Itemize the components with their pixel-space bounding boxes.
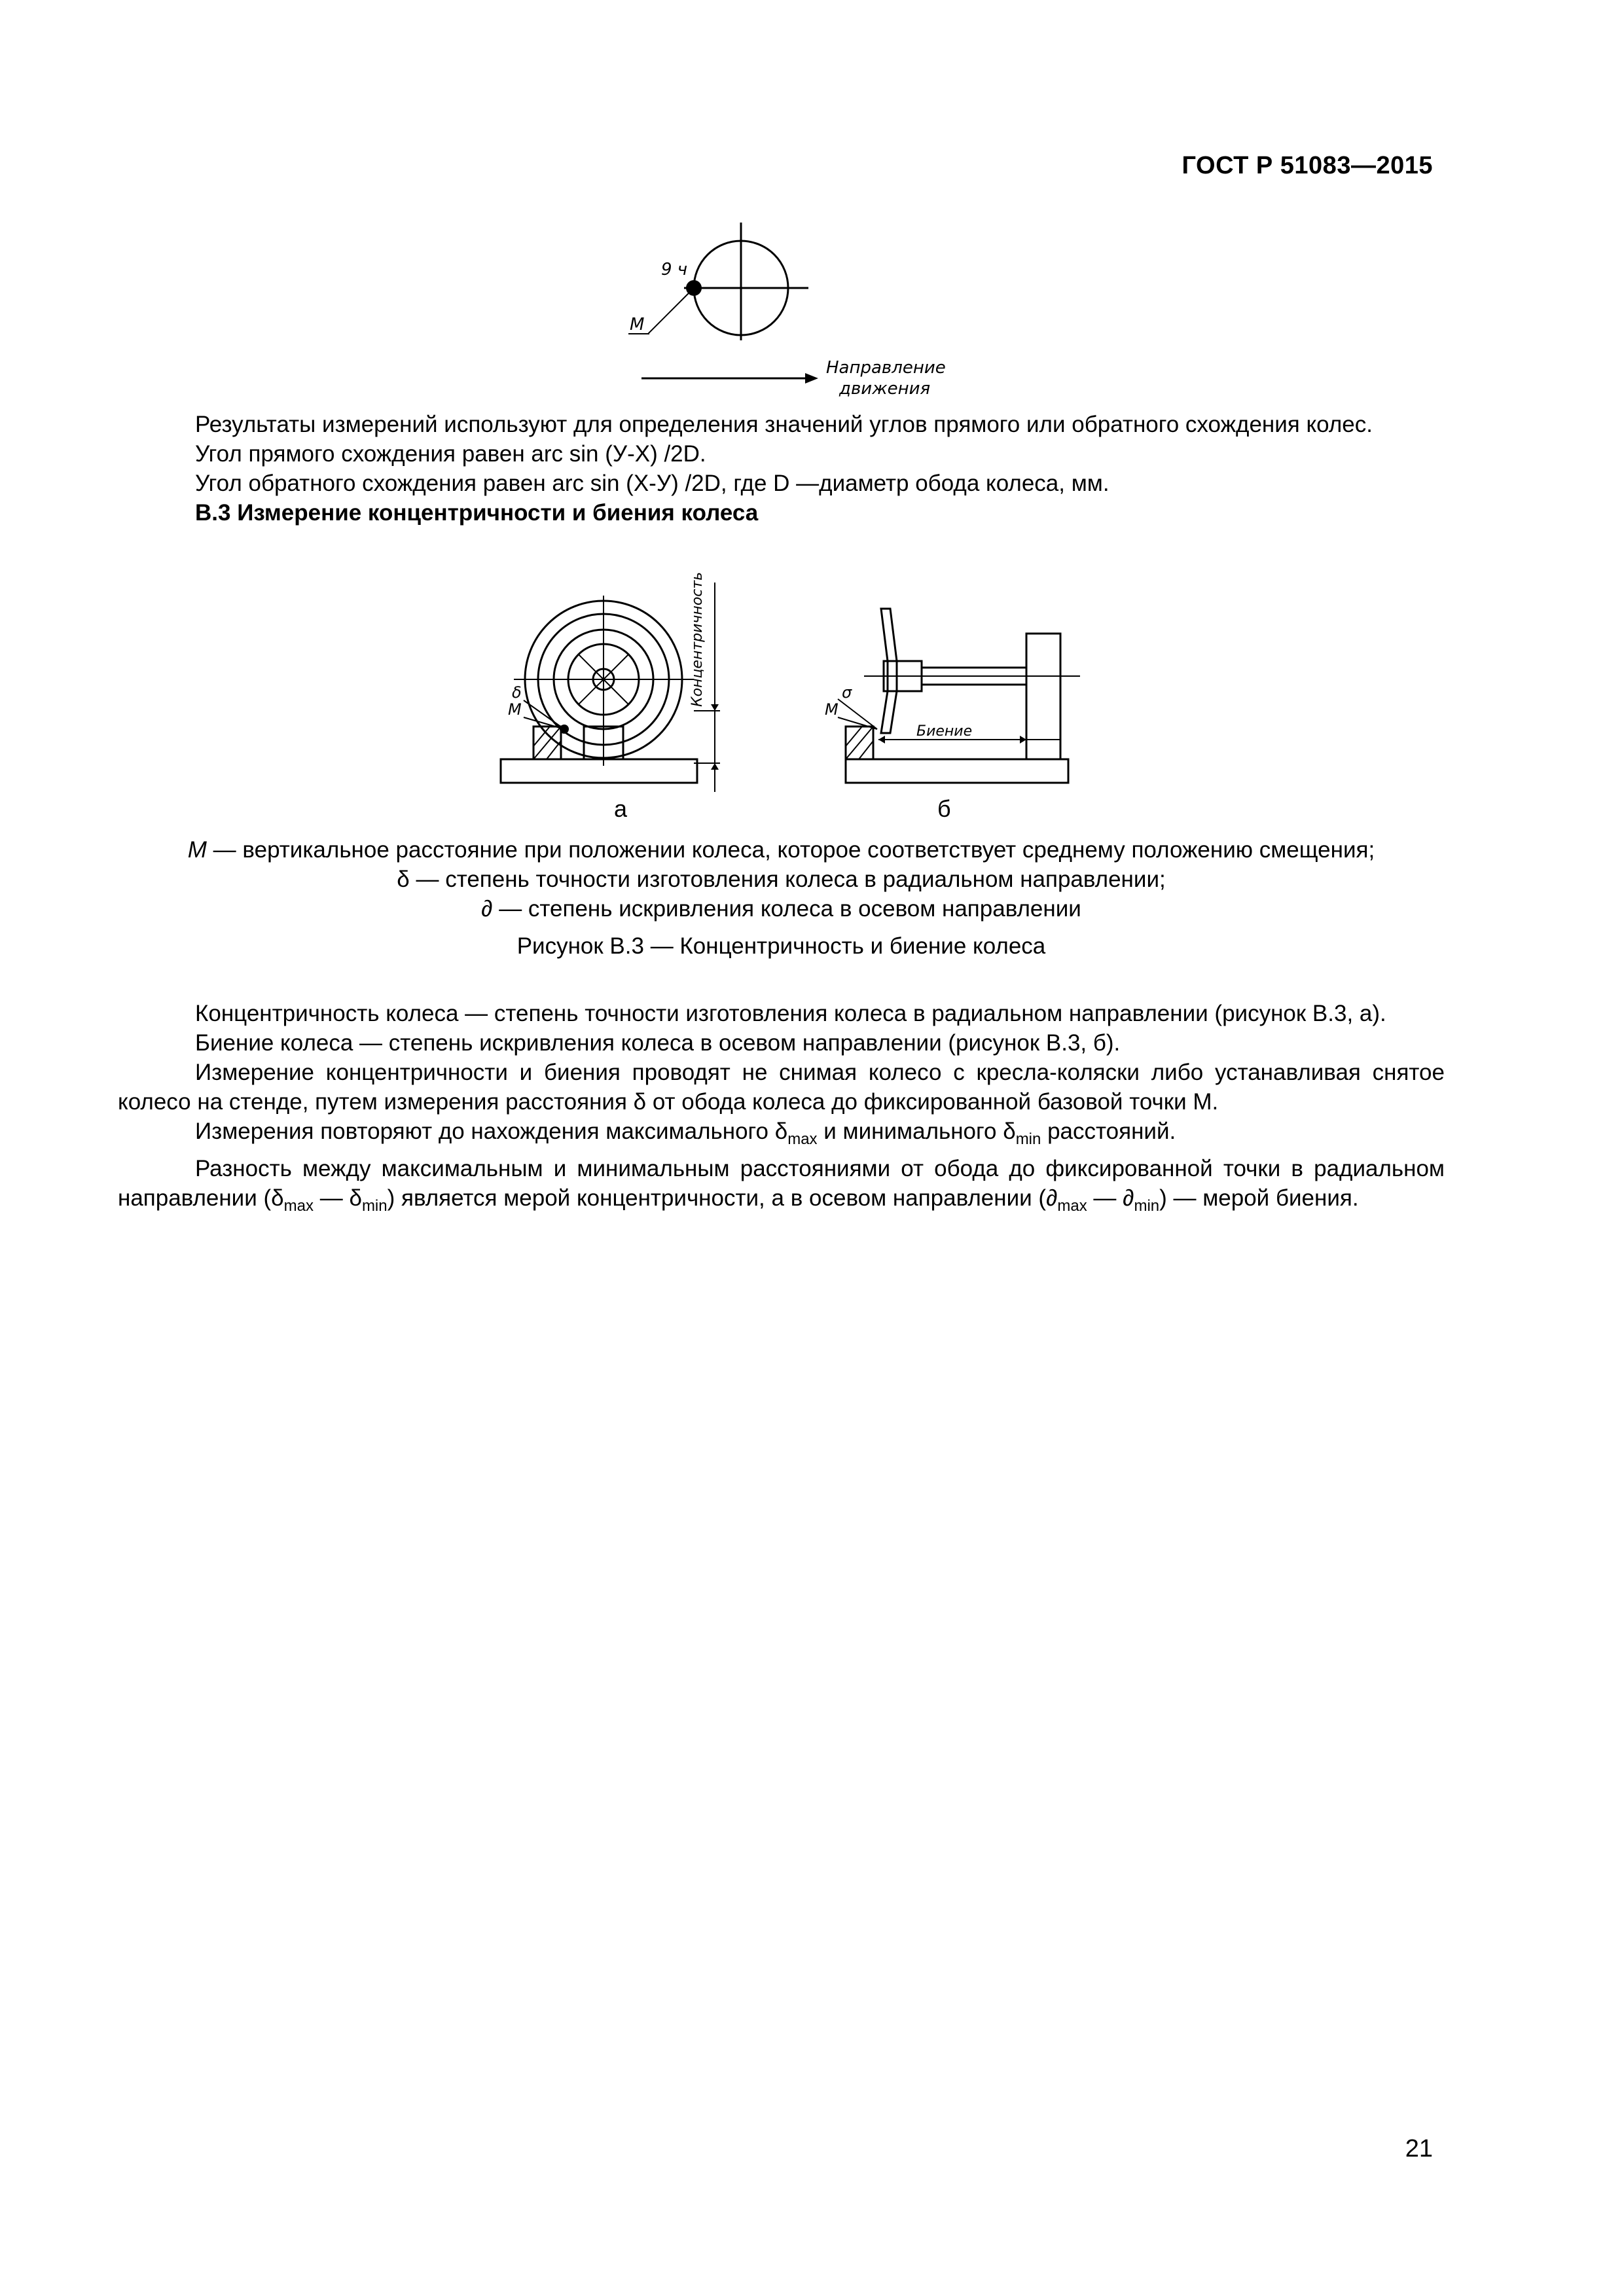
sigma-leader (838, 699, 877, 729)
label-m-b: М (825, 700, 839, 719)
wheel-position-figure (589, 209, 982, 406)
direction-arrow-head (805, 373, 818, 384)
figure-caption: Рисунок В.3 — Концентричность и биение колеса (516, 933, 1046, 959)
diff-text-c: ) является мерой концентричности, а в осевом направлении (∂ (387, 1185, 1058, 1211)
label-m-a: М (508, 700, 522, 719)
legend-m (118, 835, 1445, 865)
diff-sub-2: min (361, 1197, 388, 1215)
label-sigma-b: σ (842, 683, 852, 702)
m-leader (648, 288, 694, 334)
dim-arrow-a-2 (711, 763, 719, 770)
diff-text-d: — ∂ (1087, 1185, 1134, 1211)
hatch-b-1 (846, 726, 873, 759)
legend-partial: ∂ — степень искривления колеса в осевом направлении (481, 896, 1081, 922)
legend-m-text: — вертикальное расстояние при положении колеса, которое соответствует среднему положению смещения; (206, 837, 1375, 863)
diff-text-e: ) — мерой биения. (1159, 1185, 1359, 1211)
diff-sub-4: min (1134, 1197, 1160, 1215)
paragraph-runout: Биение колеса — степень искривления колеса в осевом направлении (рисунок В.3, б). (195, 1030, 1121, 1056)
dim-arrow-a-1 (711, 704, 719, 711)
label-9ch: 9 ч (661, 260, 688, 279)
repeat-sub-min: min (1015, 1130, 1041, 1148)
paragraph-block-1 (118, 410, 1445, 528)
paragraph-measurement: Измерение концентричности и биения проводят не снимая колесо с кресла-коляски либо устанавливая снятое колесо на стенде, путем измерения расстояния δ от обода колеса до фиксированной базовой точки М. (118, 1060, 1445, 1115)
figure-b3-part-b (825, 609, 1080, 783)
diff-sub-3: max (1057, 1197, 1087, 1215)
paragraph-results: Результаты измерений используют для определения значений углов прямого или обратного схождения колес. (195, 412, 1373, 437)
paragraph-repeat (118, 1117, 1445, 1154)
diff-text-a: Разность между максимальным и минимальным расстояниями от обода до фиксированной точки в радиальном направлении (δ (118, 1156, 1445, 1211)
figure-label-a: а (614, 795, 628, 822)
page-number: 21 (1405, 2135, 1433, 2162)
paragraph-difference (118, 1154, 1445, 1221)
diff-sub-1: max (283, 1197, 314, 1215)
repeat-text-c: расстояний. (1041, 1119, 1176, 1144)
paragraph-reverse-angle: Угол обратного схождения равен arc sin (Х-У) /2D, где D —диаметр обода колеса, мм. (195, 471, 1110, 496)
repeat-sub-max: max (787, 1130, 818, 1148)
section-heading: В.3 Измерение концентричности и биения колеса (195, 500, 759, 526)
runout-label: Биение (916, 723, 973, 740)
figure-b3 (471, 569, 1126, 831)
repeat-text-b: и минимального δ (817, 1119, 1016, 1144)
base-plate-b (846, 759, 1068, 783)
repeat-text-a: Измерения повторяют до нахождения максимального δ (195, 1119, 788, 1144)
legend-delta: δ — степень точности изготовления колеса в радиальном направлении; (397, 867, 1166, 892)
paragraph-direct-angle: Угол прямого схождения равен arc sin (У-Х) /2D. (195, 441, 706, 467)
legend-m-symbol: М (187, 837, 207, 863)
base-plate-a (501, 759, 697, 783)
diff-text-b: — δ (314, 1185, 362, 1211)
document-header: ГОСТ Р 51083—2015 (1182, 152, 1433, 179)
direction-label-2: движения (839, 379, 931, 399)
concentricity-label: Концентричность (689, 571, 706, 707)
paragraph-block-2 (118, 999, 1445, 1221)
label-m: М (630, 315, 645, 334)
paragraph-concentricity: Концентричность колеса — степень точности изготовления колеса в радиальном направлении (рисунок В.3, а). (195, 1001, 1386, 1026)
stand-b (1026, 634, 1060, 759)
runout-arrow-1 (878, 736, 885, 744)
direction-label-1: Направление (826, 358, 946, 378)
hatch-b-3 (859, 741, 873, 759)
figure-label-b: б (937, 795, 951, 822)
label-delta-a: δ (512, 683, 522, 702)
figure-b3-part-a (501, 572, 720, 792)
